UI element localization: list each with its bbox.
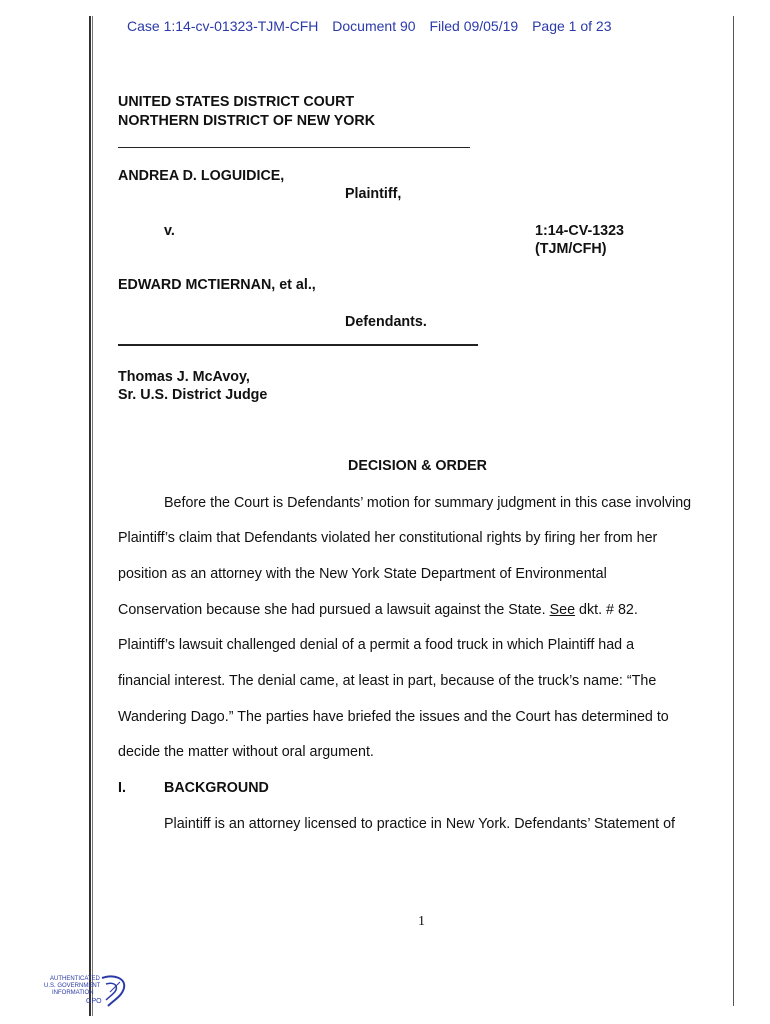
plaintiff-role: Plaintiff, (345, 186, 402, 202)
paragraph-line: Plaintiff’s lawsuit challenged denial of a permit a food truck in which Plaintiff had a (118, 637, 635, 653)
case-number: 1:14-CV-1323 (535, 223, 625, 239)
caption-rule-top (118, 147, 470, 148)
seal-line: U.S. GOVERNMENT (44, 983, 101, 989)
paragraph-line: Plaintiff is an attorney licensed to practice in New York. Defendants’ Statement of (164, 816, 676, 832)
paragraph-line: Plaintiff’s claim that Defendants violated her constitutional rights by firing her from her (118, 530, 658, 546)
docket-citation: dkt. # 82. (575, 602, 638, 618)
header-page: Page 1 of 23 (532, 18, 612, 34)
paragraph-line: financial interest. The denial came, at least in part, because of the truck’s name: “The (118, 673, 657, 689)
caption-rule-bottom (118, 344, 478, 346)
paragraph-line: position as an attorney with the New York State Department of Environmental (118, 566, 607, 582)
judge-initials: (TJM/CFH) (535, 241, 607, 257)
court-name: UNITED STATES DISTRICT COURT (118, 94, 355, 110)
gpo-authentication-seal (44, 972, 134, 1012)
plaintiff-name: ANDREA D. LOGUIDICE, (118, 168, 285, 184)
header-case-number: Case 1:14-cv-01323-TJM-CFH (127, 18, 319, 34)
see-signal: See (549, 602, 576, 618)
header-filed-date: Filed 09/05/19 (429, 18, 519, 34)
document-title: DECISION & ORDER (348, 458, 488, 474)
defendant-name: EDWARD MCTIERNAN, et al., (118, 277, 316, 293)
left-margin-rule-inner (92, 16, 93, 1016)
seal-line: GPO (86, 998, 102, 1005)
judge-name: Thomas J. McAvoy, (118, 369, 250, 385)
header-document: Document 90 (332, 18, 416, 34)
court-district: NORTHERN DISTRICT OF NEW YORK (118, 113, 376, 129)
seal-line: AUTHENTICATED (50, 976, 100, 982)
judge-title: Sr. U.S. District Judge (118, 387, 268, 403)
ecf-header (127, 18, 621, 34)
section-number: I. (118, 780, 126, 796)
right-margin-rule (733, 16, 734, 1006)
paragraph-text: Conservation because she had pursued a lawsuit against the State. (118, 602, 550, 618)
paragraph-line (118, 602, 638, 618)
seal-line: INFORMATION (52, 990, 94, 996)
versus: v. (164, 223, 175, 239)
paragraph-line: decide the matter without oral argument. (118, 744, 374, 760)
left-margin-rule (89, 16, 91, 1016)
section-heading: BACKGROUND (164, 780, 269, 796)
defendant-role: Defendants. (345, 314, 427, 330)
paragraph-line: Wandering Dago.” The parties have briefed the issues and the Court has determined to (118, 709, 669, 725)
paragraph-line: Before the Court is Defendants’ motion for summary judgment in this case involving (164, 495, 692, 511)
page-number: 1 (418, 914, 425, 929)
